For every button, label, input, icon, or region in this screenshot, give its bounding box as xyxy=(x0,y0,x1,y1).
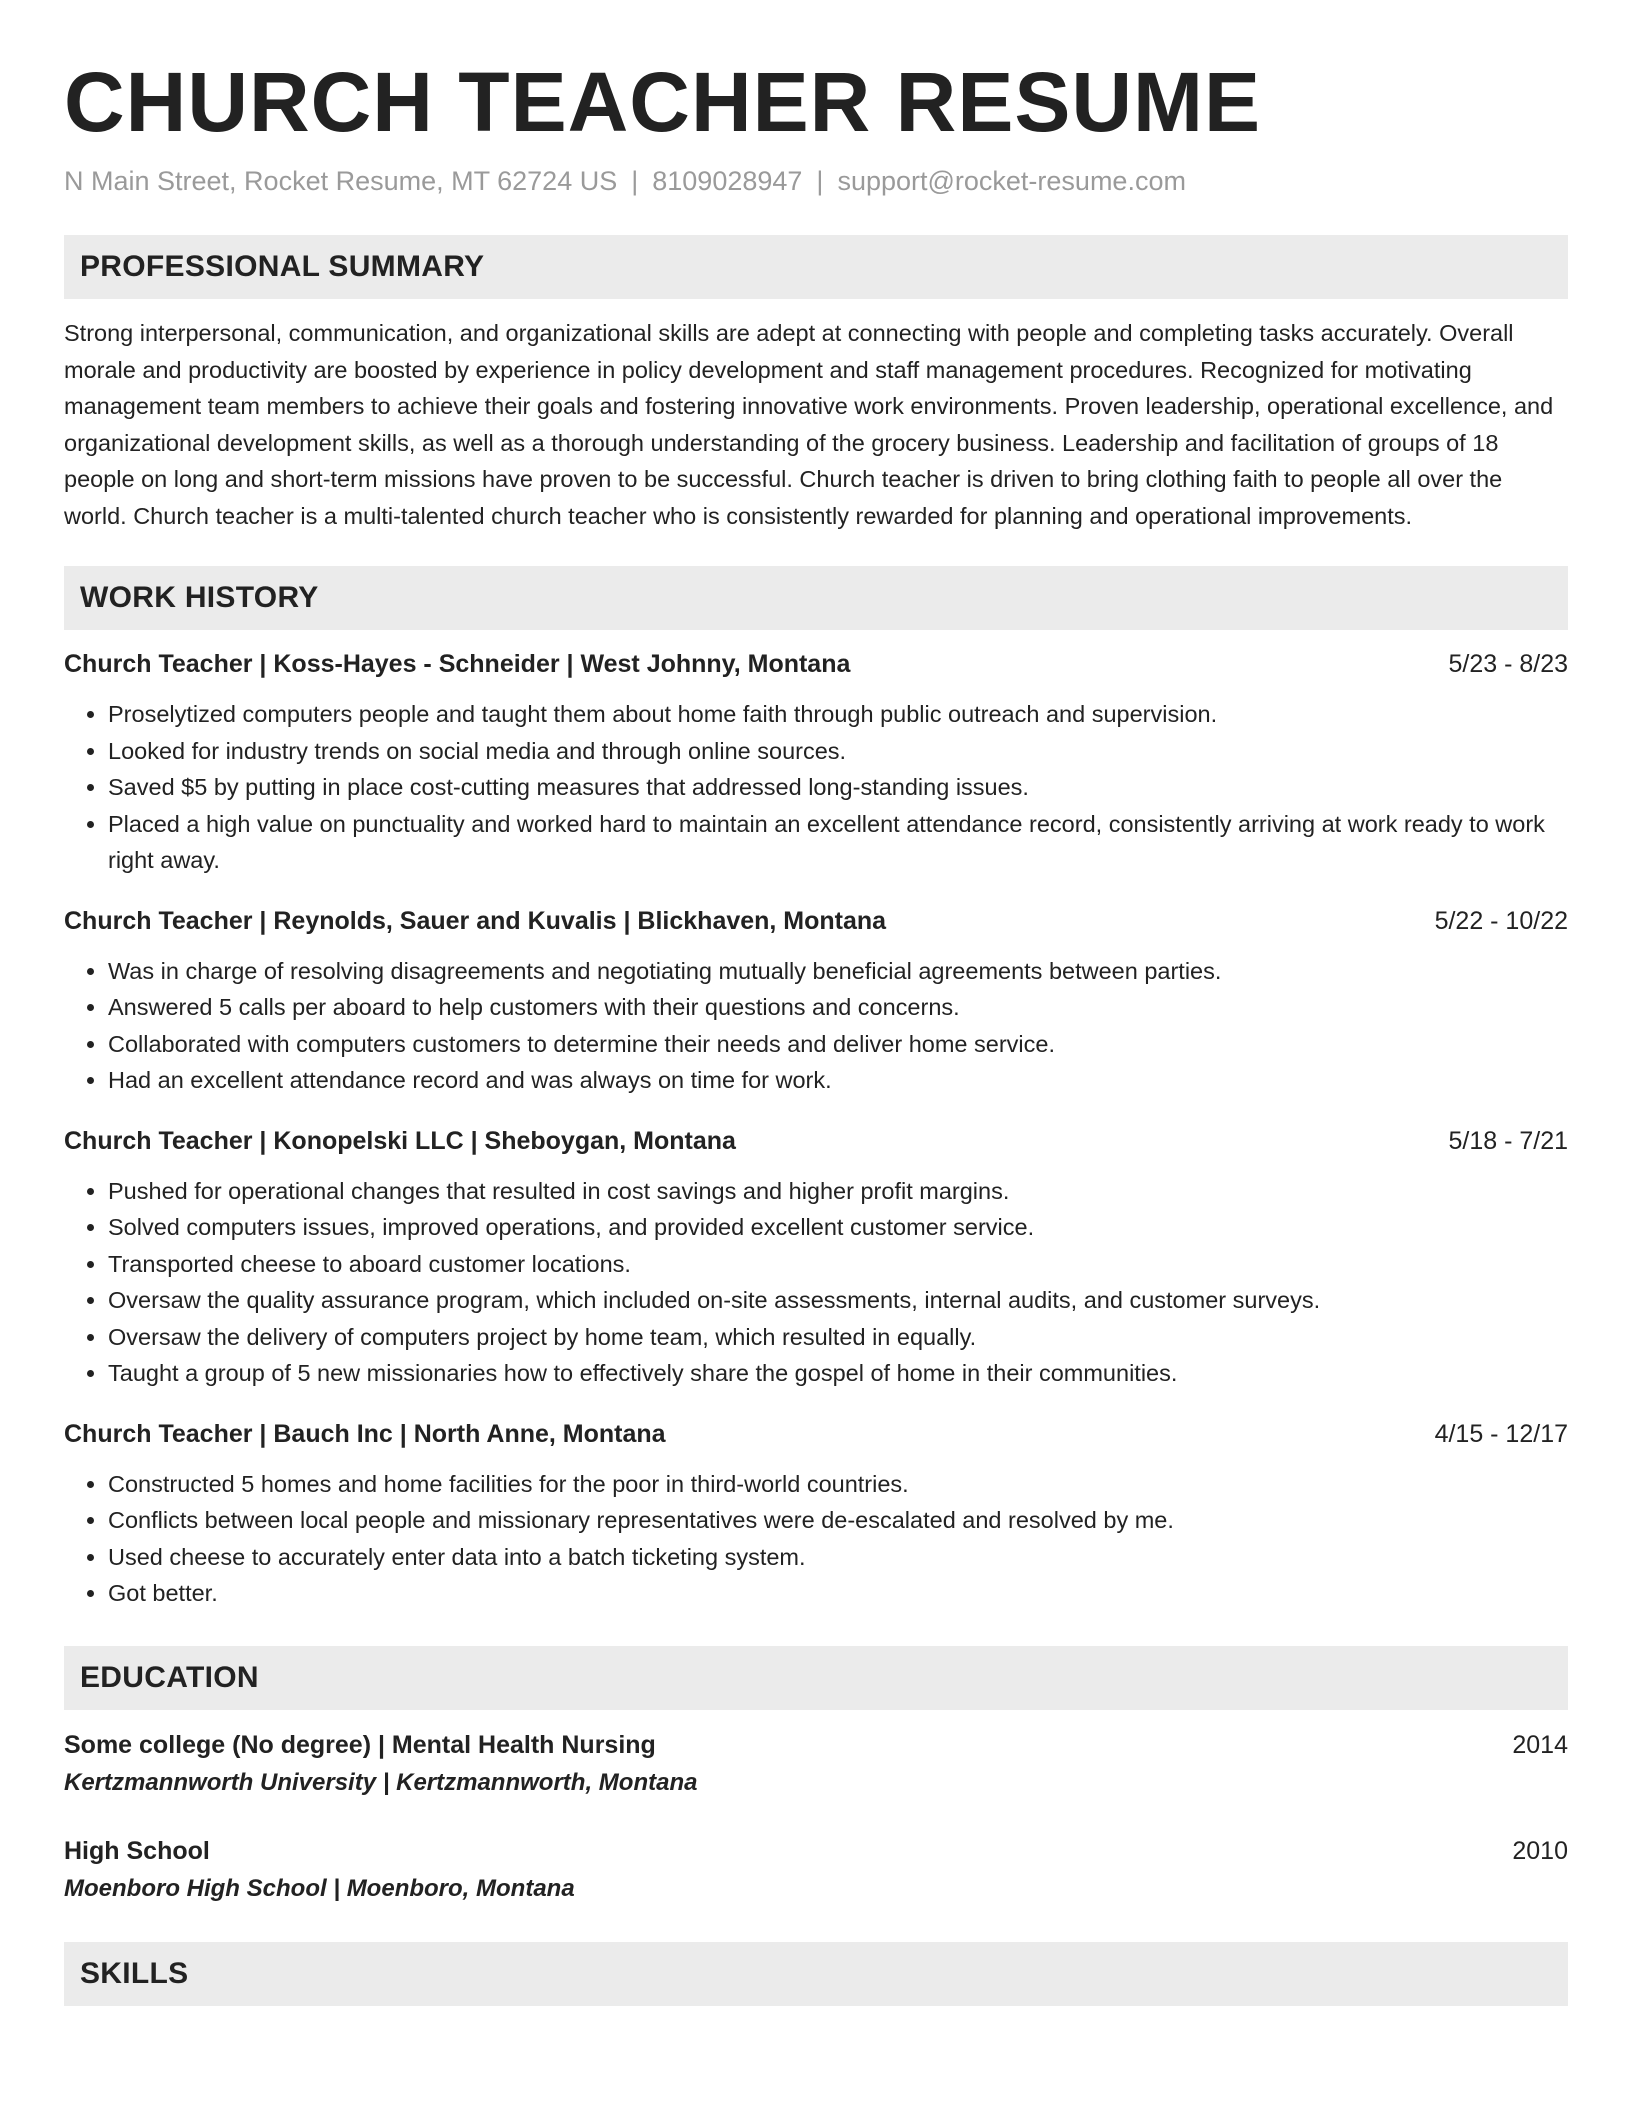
education-section xyxy=(64,1646,1568,1908)
section-heading-education: EDUCATION xyxy=(64,1646,1568,1710)
contact-line xyxy=(64,166,1568,197)
summary-section xyxy=(64,235,1568,534)
job-bullets xyxy=(64,1466,1568,1612)
job-bullet: • Got better. xyxy=(108,1575,1568,1612)
contact-separator: | xyxy=(816,166,824,197)
section-heading-work-history: WORK HISTORY xyxy=(64,566,1568,630)
contact-email: support@rocket-resume.com xyxy=(837,166,1186,197)
job-title: Church Teacher | Koss-Hayes - Schneider | West Johnny, Montana xyxy=(64,650,851,679)
skills-section xyxy=(64,1942,1568,2006)
work-history-section xyxy=(64,566,1568,1612)
job-dates: 5/23 - 8/23 xyxy=(1448,650,1568,679)
education-entry xyxy=(64,1726,1568,1802)
job-bullet: • Transported cheese to aboard customer locations. xyxy=(108,1246,1568,1283)
job-bullet: • Pushed for operational changes that resulted in cost savings and higher profit margins. xyxy=(108,1173,1568,1210)
contact-phone: 8109028947 xyxy=(652,166,803,197)
education-school: Kertzmannworth University | Kertzmannworth, Montana xyxy=(64,1768,698,1796)
summary-text: Strong interpersonal, communication, and organizational skills are adept at connecting with people and completing tasks accurately. Overall morale and productivity are boosted by experience in policy development and staff management procedures. Recognized for motivating management team members to achieve their goals and fostering innovative work environments. Proven leadership, operational excellence, and organizational development skills, as well as a thorough understanding of the grocery business. Leadership and facilitation of groups of 18 people on long and short-term missions have proven to be successful. Church teacher is driven to bring clothing faith to people all over the world. Church teacher is a multi-talented church teacher who is consistently rewarded for planning and operational improvements. xyxy=(64,320,1554,529)
job-bullet: • Looked for industry trends on social media and through online sources. xyxy=(108,733,1568,770)
job-bullet: • Used cheese to accurately enter data into a batch ticketing system. xyxy=(108,1539,1568,1576)
job-title: Church Teacher | Bauch Inc | North Anne, Montana xyxy=(64,1419,666,1448)
job-bullet: • Saved $5 by putting in place cost-cutting measures that addressed long-standing issues. xyxy=(108,769,1568,806)
contact-address: N Main Street, Rocket Resume, MT 62724 US xyxy=(64,166,618,197)
contact-separator: | xyxy=(631,166,639,197)
education-school: Moenboro High School | Moenboro, Montana xyxy=(64,1874,575,1902)
job-bullet: • Answered 5 calls per aboard to help customers with their questions and concerns. xyxy=(108,989,1568,1026)
job-bullets xyxy=(64,953,1568,1099)
job-bullet: • Solved computers issues, improved operations, and provided excellent customer service. xyxy=(108,1209,1568,1246)
job-bullet: • Oversaw the delivery of computers project by home team, which resulted in equally. xyxy=(108,1319,1568,1356)
job-title: Church Teacher | Konopelski LLC | Sheboygan, Montana xyxy=(64,1126,736,1155)
job-bullet: • Conflicts between local people and missionary representatives were de-escalated and resolved by me. xyxy=(108,1502,1568,1539)
job-bullets xyxy=(64,1173,1568,1392)
job-bullet: • Taught a group of 5 new missionaries how to effectively share the gospel of home in their communities. xyxy=(108,1355,1568,1392)
job-entry xyxy=(64,1123,1568,1392)
job-dates: 5/22 - 10/22 xyxy=(1434,906,1568,935)
resume-page xyxy=(64,56,1568,2006)
job-bullets xyxy=(64,696,1568,879)
education-year: 2010 xyxy=(1512,1836,1568,1865)
job-dates: 5/18 - 7/21 xyxy=(1448,1126,1568,1155)
job-bullet: • Oversaw the quality assurance program, which included on-site assessments, internal audits, and customer surveys. xyxy=(108,1282,1568,1319)
section-heading-summary: PROFESSIONAL SUMMARY xyxy=(64,235,1568,299)
education-entry xyxy=(64,1832,1568,1908)
section-heading-skills: SKILLS xyxy=(64,1942,1568,2006)
job-entry xyxy=(64,903,1568,1099)
job-bullet: • Had an excellent attendance record and was always on time for work. xyxy=(108,1062,1568,1099)
job-bullet: • Collaborated with computers customers to determine their needs and deliver home service. xyxy=(108,1026,1568,1063)
job-entry xyxy=(64,646,1568,879)
job-dates: 4/15 - 12/17 xyxy=(1434,1419,1568,1448)
education-degree: High School xyxy=(64,1836,210,1865)
job-bullet: • Proselytized computers people and taught them about home faith through public outreach and supervision. xyxy=(108,696,1568,733)
job-title: Church Teacher | Reynolds, Sauer and Kuvalis | Blickhaven, Montana xyxy=(64,906,887,935)
job-bullet: • Was in charge of resolving disagreements and negotiating mutually beneficial agreements between parties. xyxy=(108,953,1568,990)
job-entry xyxy=(64,1416,1568,1612)
resume-title: CHURCH TEACHER RESUME xyxy=(64,55,1262,149)
education-degree: Some college (No degree) | Mental Health Nursing xyxy=(64,1730,656,1759)
education-year: 2014 xyxy=(1512,1730,1568,1759)
job-bullet: • Placed a high value on punctuality and worked hard to maintain an excellent attendance record, consistently arriving at work ready to work right away. xyxy=(108,806,1568,879)
job-bullet: • Constructed 5 homes and home facilities for the poor in third-world countries. xyxy=(108,1466,1568,1503)
